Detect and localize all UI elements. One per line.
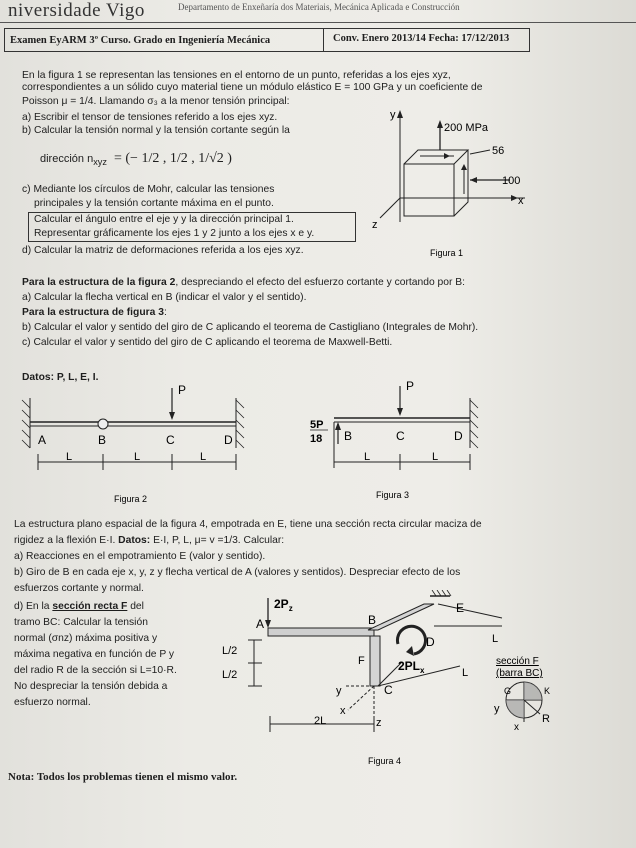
p2-line-3-rest: : bbox=[163, 307, 167, 318]
fig2-label-d: D bbox=[224, 433, 233, 447]
fig4-label-z: z bbox=[376, 717, 382, 729]
p2-line-3-bold: Para la estructura de figura 3 bbox=[22, 307, 164, 318]
p1-direction-label: dirección n bbox=[40, 153, 94, 165]
fig2-caption: Figura 2 bbox=[114, 494, 148, 504]
fig1-arrowhead-side bbox=[461, 164, 467, 170]
fig1-arrowhead-100 bbox=[470, 177, 477, 183]
header-rule bbox=[0, 22, 636, 23]
p3-item-d2: tramo BC: Calcular la tensión bbox=[14, 617, 148, 628]
p1-item-b1: b) Calcular la tensión normal y la tensión cortante según la bbox=[22, 125, 290, 136]
fig2-label-b: B bbox=[98, 433, 107, 447]
figure-4 bbox=[218, 590, 558, 768]
p3-item-d4: máxima negativa en función de P y bbox=[14, 649, 175, 660]
fig4-section-shade-2 bbox=[506, 700, 524, 718]
p3-item-a: a) Reacciones en el empotramiento E (valor y sentido). bbox=[14, 551, 266, 562]
fig3-caption: Figura 3 bbox=[376, 490, 410, 500]
p3-item-d7: esfuerzo normal. bbox=[14, 697, 91, 708]
fig1-arrowhead-x bbox=[511, 195, 518, 201]
fig4-bar-ab bbox=[268, 628, 374, 636]
footer-note: Nota: Todos los problemas tienen el mismo valor. bbox=[8, 771, 238, 783]
fig2-label-l2: L bbox=[134, 451, 141, 463]
fig2-label-a: A bbox=[38, 433, 47, 447]
fig4-moment-label: $2PL_x$ bbox=[398, 659, 425, 675]
p3-item-d1b: sección recta F bbox=[52, 601, 128, 612]
fig4-e-ref bbox=[438, 604, 502, 618]
p2-line-1 bbox=[22, 277, 465, 289]
fig3-label-l1: L bbox=[364, 451, 371, 463]
fig4-bar-be bbox=[368, 604, 434, 630]
p2-datos: Datos: P, L, E, I. bbox=[22, 372, 99, 383]
fig4-label-a: A bbox=[256, 617, 265, 631]
p1-item-c4: Representar gráficamente los ejes 1 y 2 junto a los ejes x e y. bbox=[34, 228, 315, 239]
fig4-x-axis bbox=[348, 686, 374, 710]
fig2-label-l3: L bbox=[200, 451, 207, 463]
figure-3 bbox=[306, 378, 492, 504]
p1-item-b2 bbox=[40, 153, 232, 168]
fig4-section-title-2: (barra BC) bbox=[496, 668, 543, 679]
fig2-label-p: P bbox=[178, 383, 187, 397]
p3-item-d5: del radio R de la sección si L=10·R. bbox=[14, 665, 177, 676]
fig4-section-g: G bbox=[504, 686, 512, 696]
fig3-reaction-arrowhead bbox=[335, 422, 341, 430]
fig3-label-l2: L bbox=[432, 451, 439, 463]
p3-item-d1 bbox=[14, 601, 144, 613]
fig4-label-y: y bbox=[336, 685, 342, 697]
p1-direction-formula: = (− 1/2 , 1/2 , 1/√2 ) bbox=[114, 151, 232, 166]
p2-item-b: b) Calcular el valor y sentido del giro de C aplicando el teorema de Castigliano (Integrales de Mohr). bbox=[22, 322, 479, 333]
fig4-label-l-top: L bbox=[492, 633, 499, 645]
p2-item-a: a) Calcular la flecha vertical en B (indicar el valor y el sentido). bbox=[22, 292, 307, 303]
fig4-label-e: E bbox=[456, 601, 465, 615]
p1-intro-3: Poisson μ = 1/4. Llamando σ₃ a la menor tensión principal: bbox=[22, 96, 290, 107]
fig4-section-title-1: sección F bbox=[496, 656, 539, 667]
fig4-caption: Figura 4 bbox=[368, 756, 402, 766]
fig3-label-den: 18 bbox=[310, 433, 323, 445]
fig3-label-p: P bbox=[406, 379, 415, 393]
fig4-moment-arrowhead bbox=[406, 646, 414, 656]
university-logo-text: niversidade Vigo bbox=[8, 0, 145, 21]
fig1-label-z: z bbox=[372, 219, 378, 231]
fig4-section-x: x bbox=[514, 722, 519, 733]
fig1-arrowhead-y bbox=[397, 110, 403, 118]
p1-item-d: d) Calcular la matriz de deformaciones referida a los ejes xyz. bbox=[22, 245, 304, 256]
p1-direction-sub: xyz bbox=[93, 157, 107, 168]
fig1-label-x: x bbox=[518, 195, 524, 207]
fig3-load-arrowhead bbox=[397, 408, 403, 416]
fig1-cube-front bbox=[404, 164, 454, 216]
fig4-bar-bc bbox=[370, 636, 380, 686]
p1-intro-2: correspondientes a un sólido cuyo material tiene un módulo elástico E = 100 GPa y un coeficiente de bbox=[22, 82, 483, 93]
p3-item-d3: normal (σnz) máxima positiva y bbox=[14, 633, 158, 644]
fig1-leader-56 bbox=[470, 150, 490, 154]
fig4-label-2l: 2L bbox=[314, 715, 327, 727]
fig4-label-x: x bbox=[340, 705, 346, 717]
fig4-label-l2-top: L/2 bbox=[222, 645, 238, 657]
figure-2 bbox=[16, 378, 252, 506]
p3-item-d1c: del bbox=[127, 601, 144, 612]
p2-line-1-bold: Para la estructura de la figura 2 bbox=[22, 277, 176, 288]
p1-item-a: a) Escribir el tensor de tensiones referido a los ejes xyz. bbox=[22, 112, 278, 123]
p1-item-c1: c) Mediante los círculos de Mohr, calcular las tensiones bbox=[22, 184, 275, 195]
department-name: Departamento de Enxeñaría dos Materiais, Mecánica Aplicada e Construcción bbox=[178, 2, 460, 12]
p2-item-c: c) Calcular el valor y sentido del giro de C aplicando el teorema de Maxwell-Betti. bbox=[22, 337, 393, 348]
fig2-label-c: C bbox=[166, 433, 175, 447]
p2-line-3 bbox=[22, 307, 167, 319]
p3-item-d1a: d) En la bbox=[14, 601, 53, 612]
p1-intro-1: En la figura 1 se representan las tensiones en el entorno de un punto, referidas a los ejes xyz, bbox=[22, 70, 451, 81]
fig4-section-shade-1 bbox=[524, 682, 542, 700]
fig1-label-100: 100 bbox=[502, 175, 521, 187]
fig3-label-num: 5P bbox=[310, 419, 324, 431]
p2-line-1-rest: , despreciando el efecto del esfuerzo cortante y cortando por B: bbox=[175, 277, 466, 288]
p1-item-c2: principales y la tensión cortante máxima en el punto. bbox=[34, 198, 274, 209]
fig4-label-c: C bbox=[384, 683, 393, 697]
p3-line-2a: rigidez a la flexión E·I. bbox=[14, 535, 119, 546]
exam-title: Examen EyARM 3º Curso. Grado en Ingeniería Mecánica bbox=[10, 35, 271, 46]
exam-box-divider bbox=[323, 28, 324, 52]
fig4-label-l-mid: L bbox=[462, 667, 469, 679]
p1-item-c3: Calcular el ángulo entre el eje y y la dirección principal 1. bbox=[34, 214, 294, 225]
fig4-label-l2-bottom: L/2 bbox=[222, 669, 238, 681]
p3-line-2c: E·I, P, L, μ= v =1/3. Calcular: bbox=[153, 535, 285, 546]
fig1-cube-side bbox=[454, 150, 468, 216]
p3-item-d6: No despreciar la tensión debida a bbox=[14, 681, 168, 692]
fig3-label-b: B bbox=[344, 429, 353, 443]
fig1-label-y: y bbox=[390, 109, 396, 121]
fig4-label-b: B bbox=[368, 613, 377, 627]
fig2-hinge-b bbox=[98, 419, 108, 429]
p3-line-1: La estructura plano espacial de la figura 4, empotrada en E, tiene una sección recta circular maciza de bbox=[14, 519, 482, 530]
fig4-section-k: K bbox=[544, 686, 551, 696]
figure-1 bbox=[360, 104, 630, 264]
fig3-label-c: C bbox=[396, 429, 405, 443]
fig4-section-r: R bbox=[542, 713, 550, 725]
fig2-load-arrowhead bbox=[169, 412, 175, 420]
fig1-z-axis bbox=[380, 198, 400, 218]
fig4-load-arrowhead bbox=[265, 620, 271, 628]
p3-item-b2: esfuerzos cortante y normal. bbox=[14, 583, 144, 594]
fig1-caption: Figura 1 bbox=[430, 248, 464, 258]
fig3-label-d: D bbox=[454, 429, 463, 443]
fig1-label-200: 200 MPa bbox=[444, 122, 489, 134]
fig1-arrowhead-200 bbox=[437, 120, 443, 128]
fig1-arrowhead-shear bbox=[444, 153, 450, 159]
fig4-label-d: D bbox=[426, 635, 435, 649]
exam-date: Conv. Enero 2013/14 Fecha: 17/12/2013 bbox=[333, 33, 510, 44]
fig4-label-f: F bbox=[358, 655, 365, 667]
fig4-load-label: $2P_z$ bbox=[274, 597, 293, 613]
fig4-section-y: y bbox=[494, 703, 500, 715]
fig4-section-radius bbox=[524, 700, 540, 714]
fig1-label-56: 56 bbox=[492, 145, 505, 157]
p3-item-b1: b) Giro de B en cada eje x, y, z y flecha vertical de A (valores y sentidos). Despreciar efecto de los bbox=[14, 567, 461, 578]
fig1-cube-top bbox=[404, 150, 468, 164]
p3-line-2b: Datos: bbox=[118, 535, 154, 546]
p3-line-2 bbox=[14, 535, 284, 547]
fig2-label-l1: L bbox=[66, 451, 73, 463]
